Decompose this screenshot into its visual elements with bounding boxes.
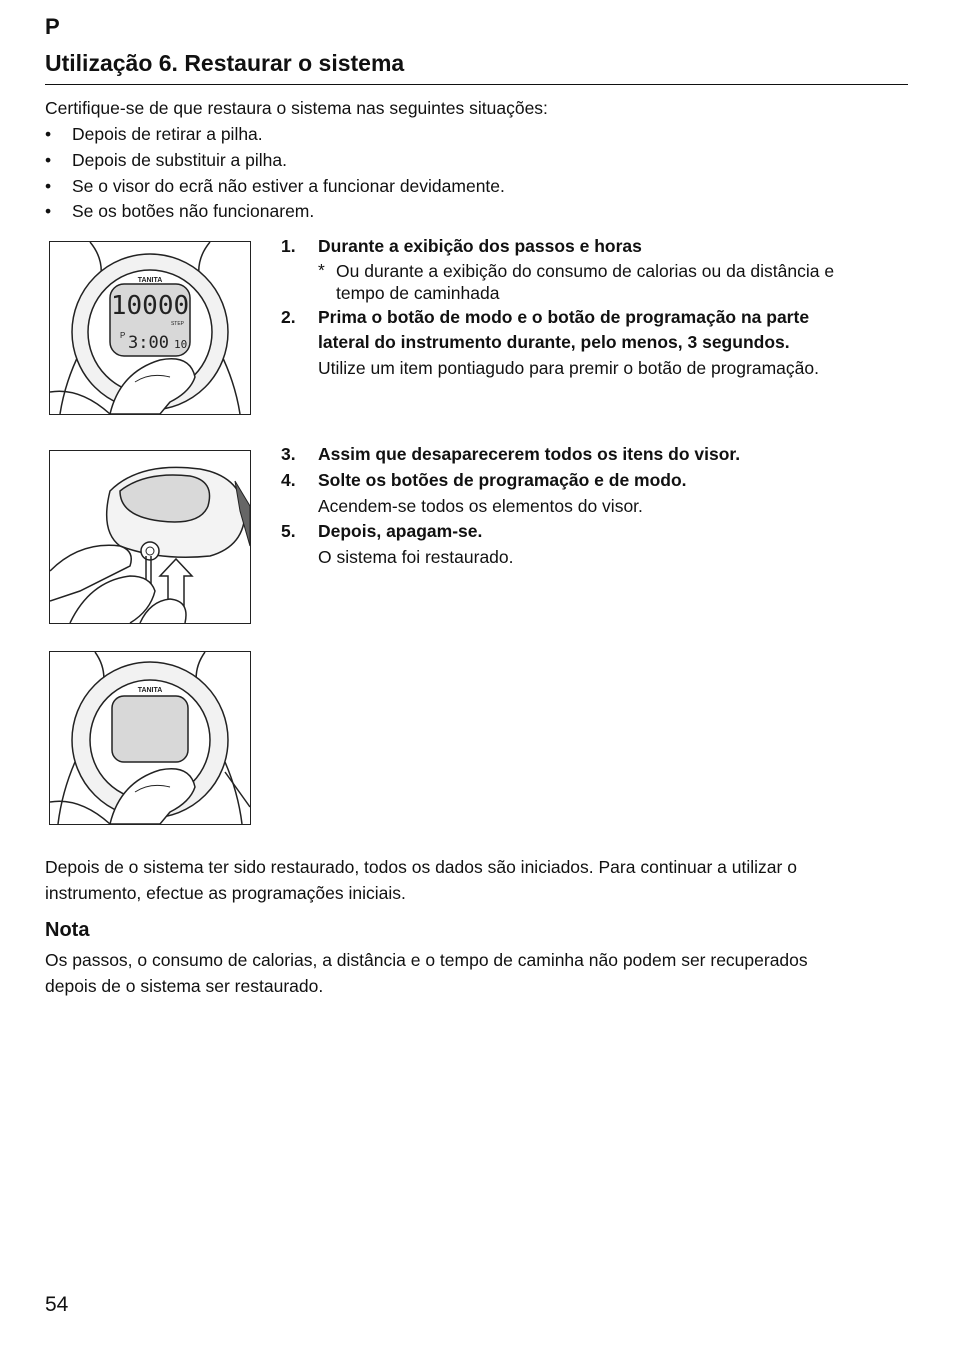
bullet-text: Se os botões não funcionarem. xyxy=(72,201,315,221)
note-text: depois de o sistema ser restaurado. xyxy=(45,976,324,996)
step-note-line: Ou durante a exibição do consumo de calorias ou da distância e xyxy=(336,261,835,281)
step-title: lateral do instrumento durante, pelo menos, 3 segundos. xyxy=(318,332,790,352)
page-number: 54 xyxy=(45,1293,69,1316)
step-body: Acendem-se todos os elementos do visor. xyxy=(318,496,643,516)
pressing-button-illustration-icon xyxy=(50,451,250,623)
step-title: Depois, apagam-se. xyxy=(318,521,483,541)
note-heading: Nota xyxy=(45,919,90,941)
bullet-symbol: • xyxy=(45,201,52,221)
step-number: 3. xyxy=(281,444,296,464)
figure-watch-steps-display xyxy=(49,241,251,415)
step-title: Durante a exibição dos passos e horas xyxy=(318,236,642,256)
step-body: Utilize um item pontiagudo para premir o botão de programação. xyxy=(318,358,819,378)
step-note-line: tempo de caminhada xyxy=(336,283,500,303)
bullet-symbol: • xyxy=(45,124,52,144)
intro-text: Certifique-se de que restaura o sistema nas seguintes situações: xyxy=(45,98,548,118)
figure-watch-blank-display xyxy=(49,651,251,825)
step-number: 4. xyxy=(281,470,296,490)
step-number: 5. xyxy=(281,521,296,541)
step-title: Assim que desaparecerem todos os itens do visor. xyxy=(318,444,741,464)
step-number: 2. xyxy=(281,307,296,327)
language-marker: P xyxy=(45,14,60,39)
after-reset-text: instrumento, efectue as programações iniciais. xyxy=(45,883,406,903)
bullet-text: Se o visor do ecrã não estiver a funcionar devidamente. xyxy=(72,176,505,196)
watch-blank-illustration-icon xyxy=(50,652,250,824)
step-note-mark: * xyxy=(318,260,325,280)
note-text: Os passos, o consumo de calorias, a distância e o tempo de caminha não podem ser recuperados xyxy=(45,950,808,970)
page-title: Utilização 6. Restaurar o sistema xyxy=(45,50,405,76)
lcd-seconds-value: 10 xyxy=(174,338,188,351)
bullet-symbol: • xyxy=(45,150,52,170)
bullet-text: Depois de retirar a pilha. xyxy=(72,124,263,144)
lcd-time-value: 3:00 xyxy=(128,333,169,353)
brand-label: TANITA xyxy=(137,277,163,284)
lcd-mode-label: P xyxy=(120,331,126,340)
title-divider xyxy=(45,84,908,85)
figure-press-side-button xyxy=(49,450,251,624)
after-reset-text: Depois de o sistema ter sido restaurado, todos os dados são iniciados. Para continuar a utilizar o xyxy=(45,857,797,877)
bullet-text: Depois de substituir a pilha. xyxy=(72,150,287,170)
step-title: Solte os botões de programação e de modo. xyxy=(318,470,687,490)
lcd-unit-label: STEP xyxy=(170,321,184,327)
watch-illustration-icon xyxy=(50,242,250,414)
brand-label: TANITA xyxy=(137,687,163,694)
step-body: O sistema foi restaurado. xyxy=(318,547,514,567)
lcd-steps-value: 10000 xyxy=(110,291,190,321)
bullet-symbol: • xyxy=(45,176,52,196)
step-title: Prima o botão de modo e o botão de programação na parte xyxy=(318,307,810,327)
step-number: 1. xyxy=(281,236,296,256)
